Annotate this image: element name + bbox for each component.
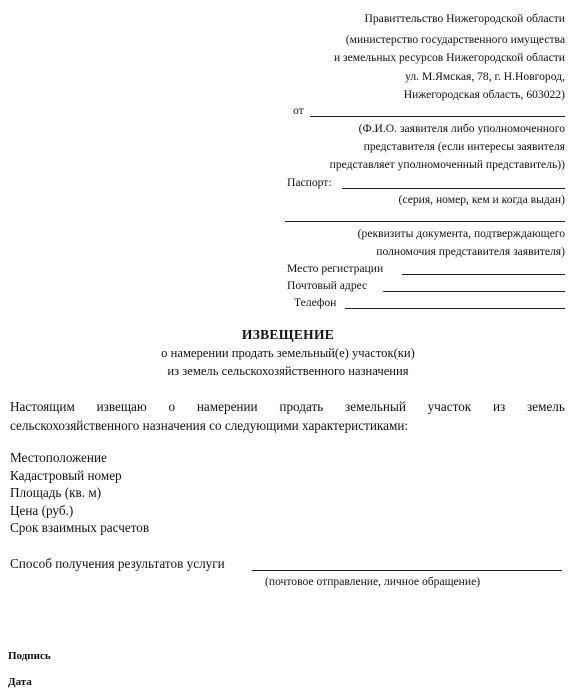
field-settlement-period: Срок взаимных расчетов (10, 520, 150, 535)
addressee-line-1: Правиттельство Нижегородской области (364, 12, 565, 25)
intro-word: продать (279, 399, 324, 414)
requisites-field-line[interactable] (285, 221, 565, 222)
field-price: Цена (руб.) (10, 503, 74, 518)
requisites-hint-1: (реквизиты документа, подтверждающего (357, 227, 565, 240)
registration-field-line[interactable] (402, 274, 565, 275)
phone-field-line[interactable] (345, 308, 565, 309)
intro-word: земель (527, 399, 565, 414)
method-field-line[interactable] (252, 570, 562, 571)
addressee-line-4: ул. М.Ямская, 78, г. Н.Новгород, (405, 70, 565, 83)
registration-label: Место регистрации (287, 262, 384, 275)
postal-label: Почтовый адрес (287, 279, 368, 292)
from-hint-2: представителя (если интересы заявителя (363, 140, 565, 153)
method-label: Способ получения результатов услуги (10, 556, 225, 571)
field-area: Площадь (кв. м) (10, 485, 102, 500)
notice-subtitle-1: о намерении продать земельный(е) участок(ки) (161, 346, 415, 360)
notice-title: ИЗВЕЩЕНИЕ (241, 327, 335, 342)
from-label: от (293, 104, 304, 117)
intro-line-2: сельскохозяйственного назначения со следующими характеристиками: (10, 418, 409, 433)
intro-word: извещаю (96, 399, 147, 414)
intro-word: Настоящим (10, 399, 75, 414)
passport-hint: (серия, номер, кем и когда выдан) (398, 193, 565, 206)
addressee-line-3: и земельных ресурсов Нижегородской области (333, 51, 565, 64)
passport-label: Паспорт: (287, 176, 332, 189)
phone-label: Телефон (294, 296, 337, 309)
field-cadastral-number: Кадастровый номер (10, 468, 122, 483)
postal-field-line[interactable] (383, 291, 565, 292)
addressee-line-2: (министерство государственного имущества (345, 33, 565, 46)
from-hint-3: представляет уполномоченный представитель)) (329, 158, 565, 171)
intro-word: из (492, 399, 506, 414)
intro-line-1 (10, 399, 565, 415)
intro-word: участок (427, 399, 472, 414)
intro-word: земельный (345, 399, 406, 414)
passport-field-line[interactable] (342, 188, 565, 189)
notice-subtitle-2: из земель сельскохозяйственного назначения (167, 364, 409, 378)
from-field-line[interactable] (310, 116, 565, 117)
intro-word: намерении (196, 399, 258, 414)
addressee-line-5: Нижегородская область, 603022) (403, 88, 565, 101)
requisites-hint-2: полномочия представителя заявителя) (376, 245, 565, 258)
date-label: Дата (8, 676, 32, 688)
method-hint: (почтовое отправление, личное обращение) (265, 575, 481, 588)
from-hint-1: (Ф.И.О. заявителя либо уполномоченного (358, 122, 565, 135)
signature-label: Подпись (8, 650, 51, 662)
field-location: Местоположение (10, 450, 107, 465)
intro-word: о (168, 399, 176, 414)
